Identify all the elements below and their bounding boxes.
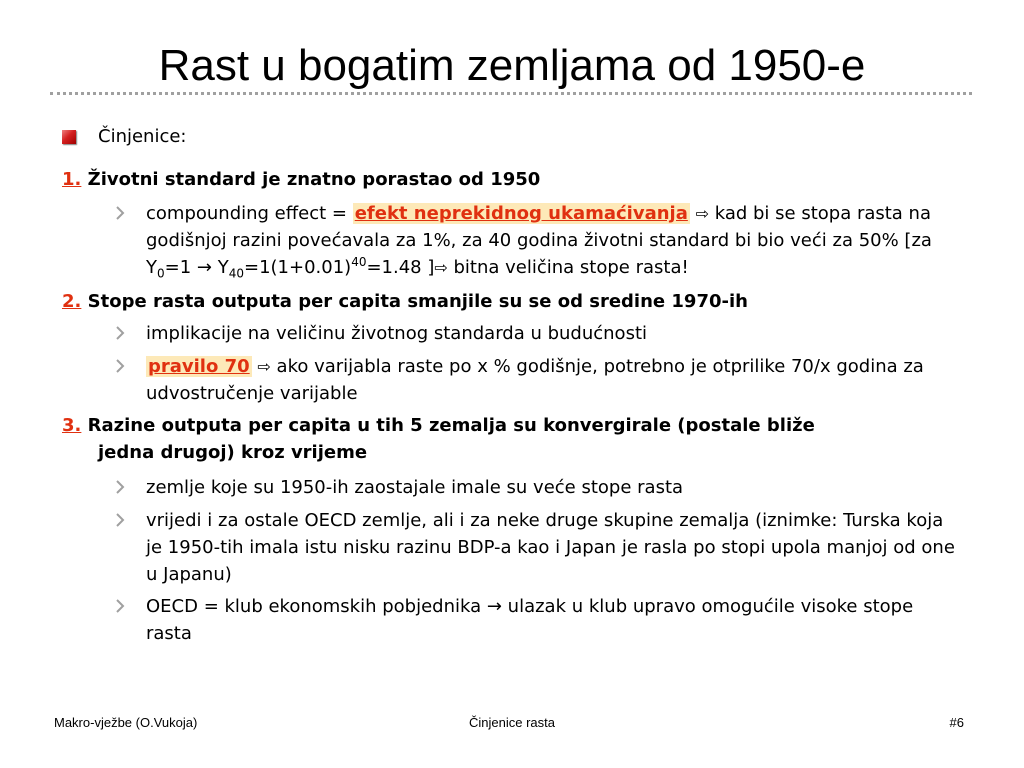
- fact-2-number: 2.: [62, 291, 82, 312]
- chevron-right-icon: [116, 206, 125, 220]
- highlight-term: efekt neprekidnog ukamaćivanja: [354, 203, 688, 224]
- fact-3-sub-3: OECD = klub ekonomskih pobjednika → ulazak u klub upravo omogućile visoke stope rasta: [146, 593, 956, 647]
- fact-3-text-cont: jedna drugoj) kroz vrijeme: [98, 442, 368, 463]
- arrow-right-icon: ⇨: [257, 357, 271, 376]
- footer-left: Makro-vježbe (O.Vukoja): [54, 715, 198, 730]
- fact-3-sub-2: vrijedi i za ostale OECD zemlje, ali i za neke druge skupine zemalja (iznimke: Turska koja je 1950-tih imala istu nisku razinu BDP-a kao i Japan je rasla po stopi upola manjoj od one u Japanu): [146, 507, 956, 588]
- arrow-right-icon: ⇨: [695, 204, 709, 223]
- fact-3: [62, 412, 962, 466]
- fact-3-sub-1: zemlje koje su 1950-ih zaostajale imale su veće stope rasta: [146, 474, 956, 501]
- slide-title: Rast u bogatim zemljama od 1950-e: [158, 41, 866, 90]
- fact-2: [62, 288, 962, 315]
- fact-3-number: 3.: [62, 415, 82, 436]
- intro-bullet: [98, 124, 187, 150]
- square-bullet-icon: [62, 130, 76, 144]
- chevron-right-icon: [116, 480, 125, 494]
- chevron-right-icon: [116, 513, 125, 527]
- chevron-right-icon: [116, 326, 125, 340]
- fact-2-sub-2: pravilo 70 ⇨ ako varijabla raste po x % godišnje, potrebno je otprilike 70/x godina za udvostručenje varijable: [146, 353, 956, 407]
- highlight-term: pravilo 70: [148, 356, 250, 377]
- fact-1-sub-1: compounding effect = efekt neprekidnog ukamaćivanja ⇨ kad bi se stopa rasta na godišnjoj razini povećavala za 1%, za 40 godina životni standard bi bio veći za 50% [za $Y_0=1 \to Y_{40}=1(1+0.01)^{40}=1.48$ ]⇨ bitna veličina stope rasta!: [146, 200, 956, 281]
- chevron-right-icon: [116, 599, 125, 613]
- fact-2-text: Stope rasta outputa per capita smanjile su se od sredine 1970-ih: [87, 291, 748, 312]
- fact-3-text: Razine outputa per capita u tih 5 zemalja su konvergirale (postale bliže: [87, 415, 815, 436]
- chevron-right-icon: [116, 359, 125, 373]
- intro-text: Činjenice:: [98, 126, 187, 147]
- fact-2-sub-1: implikacije na veličinu životnog standarda u budućnosti: [146, 320, 956, 347]
- footer-center: Činjenice rasta: [469, 715, 555, 730]
- footer-page-number: #6: [949, 715, 964, 730]
- fact-1-text: Životni standard je znatno porastao od 1950: [87, 169, 541, 190]
- arrow-right-icon: ⇨: [434, 258, 448, 277]
- fact-1: [62, 166, 962, 193]
- fact-1-number: 1.: [62, 169, 82, 190]
